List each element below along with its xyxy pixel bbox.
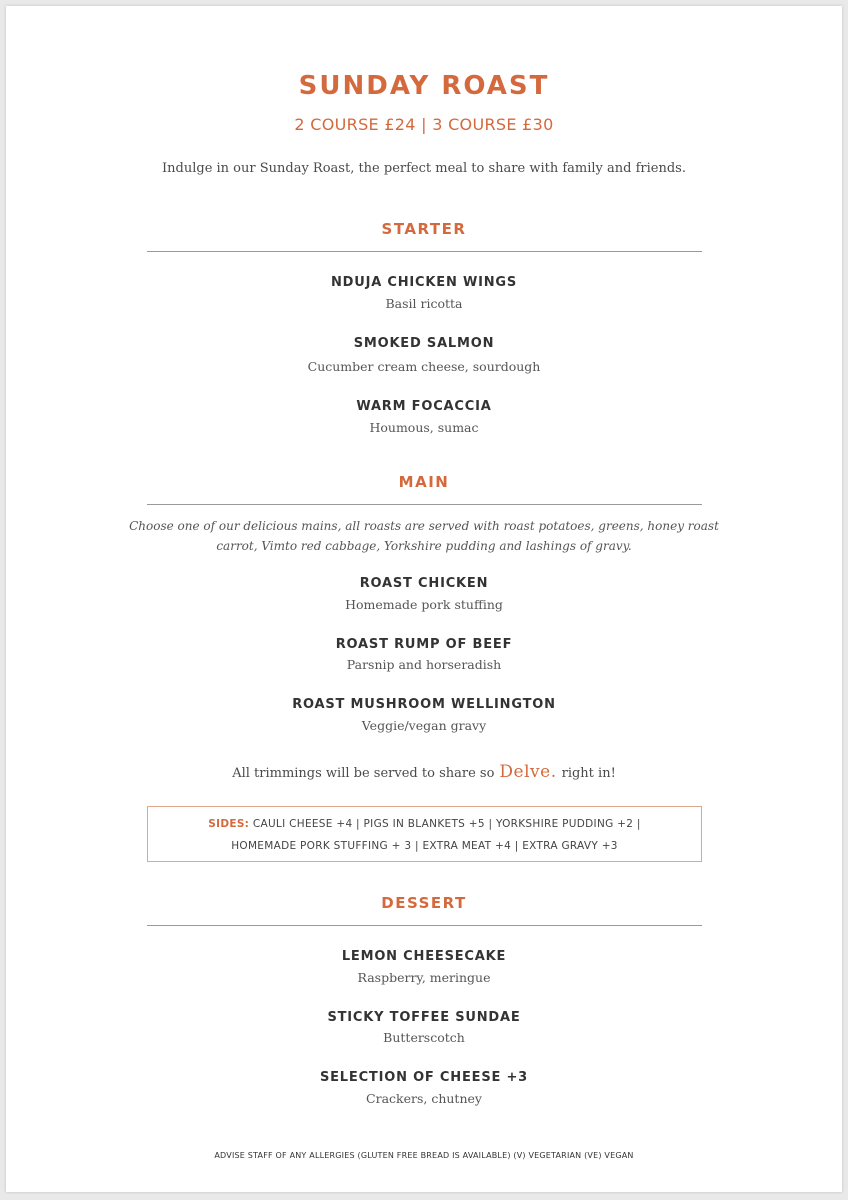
menu-item-description: Crackers, chutney — [366, 1091, 482, 1106]
menu-item-name: ROAST CHICKEN — [359, 576, 489, 591]
menu-item-description: Cucumber cream cheese, sourdough — [307, 359, 541, 374]
menu-title: SUNDAY ROAST — [298, 71, 550, 101]
menu-item-description: Homemade pork stuffing — [345, 597, 503, 612]
sides-box — [147, 806, 702, 862]
intro-text: Indulge in our Sunday Roast, the perfect meal to share with family and friends. — [162, 161, 686, 176]
menu-item-name: WARM FOCACCIA — [356, 399, 492, 414]
menu-item-name: LEMON CHEESECAKE — [341, 949, 507, 964]
menu-item-name: STICKY TOFFEE SUNDAE — [327, 1010, 521, 1025]
trimmings-text: All trimmings will be served to share so — [232, 766, 495, 781]
section-divider — [147, 925, 702, 926]
sides-items-1: CAULI CHEESE +4 | PIGS IN BLANKETS +5 | YORKSHIRE PUDDING +2 | — [252, 818, 641, 830]
brand-logo-text: Delve. — [499, 762, 557, 782]
trimmings-text-end: right in! — [561, 766, 616, 781]
trimmings-note — [0, 761, 848, 785]
section-divider — [147, 504, 702, 505]
menu-item-name: SMOKED SALMON — [353, 336, 495, 351]
menu-item-name: ROAST RUMP OF BEEF — [335, 637, 513, 652]
menu-item-description: Butterscotch — [383, 1030, 465, 1045]
allergy-footer: ADVISE STAFF OF ANY ALLERGIES (GLUTEN FREE BREAD IS AVAILABLE) (V) VEGETARIAN (VE) VEGAN — [214, 1151, 634, 1160]
section-heading-dessert: DESSERT — [381, 894, 467, 912]
menu-item-name: ROAST MUSHROOM WELLINGTON — [292, 697, 556, 712]
sides-line-1 — [148, 816, 701, 832]
menu-item-description: Veggie/vegan gravy — [361, 718, 487, 733]
sides-label: SIDES: — [208, 818, 250, 830]
menu-item-name: SELECTION OF CHEESE +3 — [319, 1070, 529, 1085]
menu-item-description: Raspberry, meringue — [357, 970, 491, 985]
menu-item-description: Parsnip and horseradish — [346, 657, 502, 672]
section-divider — [147, 251, 702, 252]
menu-item-name: NDUJA CHICKEN WINGS — [330, 275, 518, 290]
menu-item-description: Houmous, sumac — [369, 420, 479, 435]
pricing-line: 2 COURSE £24 | 3 COURSE £30 — [294, 115, 554, 134]
main-course-note-line1: Choose one of our delicious mains, all roasts are served with roast potatoes, greens, honey roast — [129, 519, 719, 533]
section-heading-main: MAIN — [398, 473, 450, 491]
section-heading-starter: STARTER — [381, 220, 467, 238]
menu-item-description: Basil ricotta — [385, 296, 463, 311]
main-course-note-line2: carrot, Vimto red cabbage, Yorkshire pudding and lashings of gravy. — [216, 539, 632, 553]
sides-line-2: HOMEMADE PORK STUFFING + 3 | EXTRA MEAT +4 | EXTRA GRAVY +3 — [231, 840, 618, 852]
